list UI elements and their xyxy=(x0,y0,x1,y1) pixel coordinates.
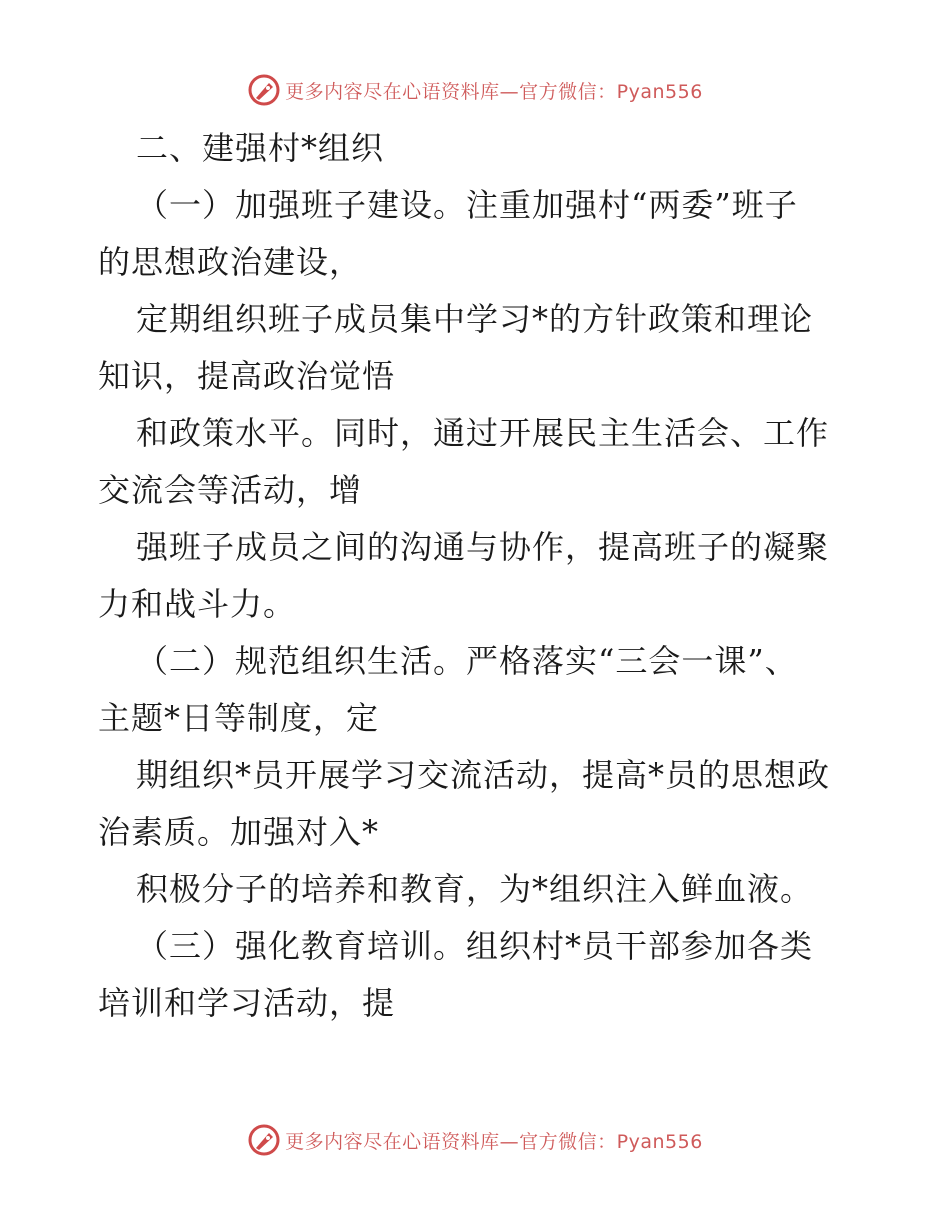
paragraph-line: （二）规范组织生活。严格落实“三会一课”、 xyxy=(136,642,798,680)
paragraph-line: 积极分子的培养和教育，为*组织注入鲜血液。 xyxy=(136,870,814,908)
paragraph-line: 力和战斗力。 xyxy=(98,585,297,623)
pen-nib-logo-icon xyxy=(247,1123,281,1157)
document-body xyxy=(98,120,858,1032)
paragraph-line: 的思想政治建设， xyxy=(98,243,363,281)
paragraph-line: （一）加强班子建设。注重加强村“两委”班子 xyxy=(136,186,798,224)
paragraph-line: 知识，提高政治觉悟 xyxy=(98,357,396,395)
paragraph-line: 培训和学习活动，提 xyxy=(98,984,396,1022)
paragraph-line: （三）强化教育培训。组织村*员干部参加各类 xyxy=(136,927,814,965)
pen-nib-logo-icon xyxy=(247,73,281,107)
paragraph-line: 主题*日等制度，定 xyxy=(98,699,380,737)
footer-banner xyxy=(0,1120,950,1160)
paragraph-line: 治素质。加强对入* xyxy=(98,813,380,851)
header-banner-text: 更多内容尽在心语资料库—官方微信：Pyan556 xyxy=(285,80,703,103)
paragraph-line: 期组织*员开展学习交流活动，提高*员的思想政 xyxy=(136,756,831,794)
paragraph-line: 强班子成员之间的沟通与协作，提高班子的凝聚 xyxy=(136,528,830,566)
footer-banner-text: 更多内容尽在心语资料库—官方微信：Pyan556 xyxy=(285,1130,703,1153)
paragraph-line: 和政策水平。同时，通过开展民主生活会、工作 xyxy=(136,414,830,452)
header-banner xyxy=(0,70,950,110)
paragraph-line: 交流会等活动，增 xyxy=(98,471,363,509)
paragraph-line: 定期组织班子成员集中学习*的方针政策和理论 xyxy=(136,300,814,338)
section-heading: 二、建强村*组织 xyxy=(136,129,385,167)
